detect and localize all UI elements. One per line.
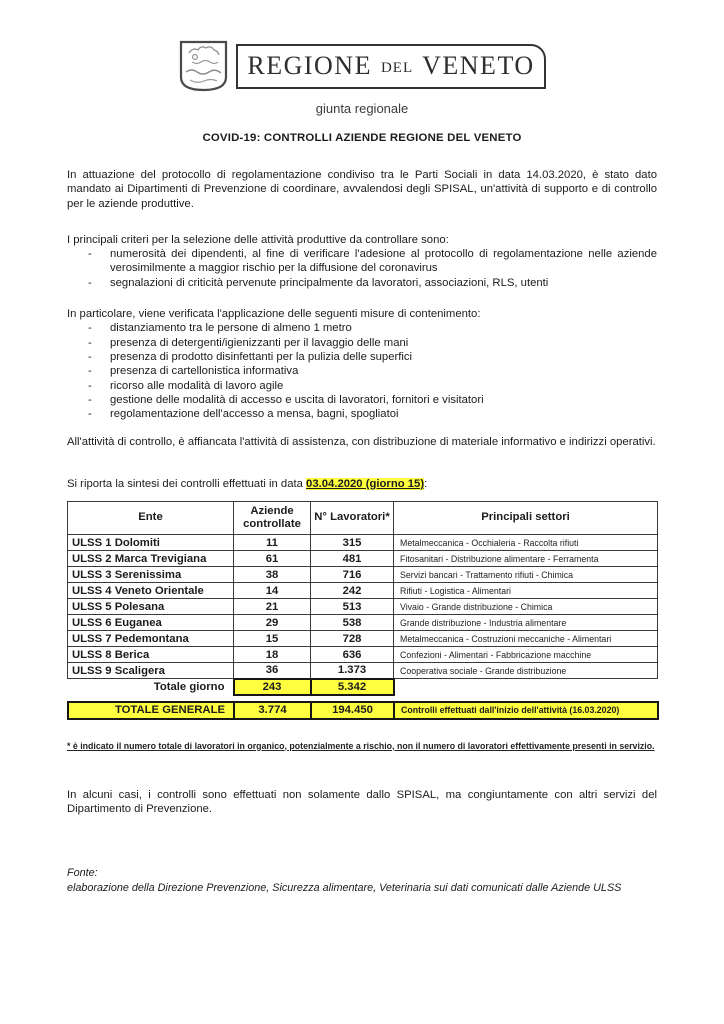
sintesi-date: 03.04.2020 bbox=[306, 477, 363, 490]
cell-settori: Metalmeccanica - Costruzioni meccaniche - Alimentari bbox=[394, 631, 658, 647]
bullet-dash: - bbox=[88, 350, 92, 363]
bullet-dash: - bbox=[88, 336, 92, 349]
table-row bbox=[68, 599, 658, 615]
regione-veneto-logo bbox=[67, 40, 657, 92]
criteria-item: segnalazioni di criticità pervenute principalmente da lavoratori, associazioni, RLS, utenti bbox=[110, 276, 549, 289]
giunta-regionale-subtitle: giunta regionale bbox=[315, 101, 409, 116]
highlighted-date bbox=[306, 478, 424, 490]
bullet-dash: - bbox=[88, 248, 92, 261]
table-row bbox=[68, 647, 658, 663]
list-item bbox=[67, 336, 657, 350]
cell-lavoratori: 538 bbox=[311, 615, 394, 631]
table-row bbox=[68, 583, 658, 599]
sintesi-giorno: (giorno 15) bbox=[362, 477, 425, 490]
misura-item: presenza di detergenti/igienizzanti per il lavaggio delle mani bbox=[110, 336, 409, 349]
cell-aziende: 18 bbox=[234, 647, 311, 663]
cell-aziende: 36 bbox=[234, 663, 311, 679]
table-row bbox=[68, 535, 658, 551]
lavoratori-footnote: * è indicato il numero totale di lavoratori in organico, potenzialmente a rischio, non il numero di lavoratori effettivamente presenti in servizio. bbox=[67, 740, 655, 751]
logo-word-veneto: VENETO bbox=[422, 51, 535, 80]
cell-lavoratori: 315 bbox=[311, 535, 394, 551]
list-item bbox=[67, 247, 657, 276]
cell-lavoratori: 636 bbox=[311, 647, 394, 663]
header-ente: Ente bbox=[68, 502, 234, 535]
fonte-label: Fonte: bbox=[67, 867, 98, 880]
totale-generale-row bbox=[68, 702, 658, 719]
cell-lavoratori: 513 bbox=[311, 599, 394, 615]
list-item bbox=[67, 407, 657, 421]
bullet-dash: - bbox=[88, 276, 92, 289]
list-item bbox=[67, 276, 657, 290]
criteria-intro: I principali criteri per la selezione delle attività produttive da controllare sono: bbox=[67, 233, 449, 246]
cell-aziende: 38 bbox=[234, 567, 311, 583]
totale-generale-strip bbox=[67, 701, 659, 720]
bullet-dash: - bbox=[88, 393, 92, 406]
cell-aziende: 11 bbox=[234, 535, 311, 551]
cell-lavoratori: 242 bbox=[311, 583, 394, 599]
header-lavoratori: N° Lavoratori* bbox=[311, 502, 394, 535]
fonte-block bbox=[67, 866, 657, 896]
bullet-dash: - bbox=[88, 379, 92, 392]
totale-giorno-lavoratori: 5.342 bbox=[311, 679, 394, 695]
cell-ente: ULSS 4 Veneto Orientale bbox=[68, 583, 234, 599]
table-row bbox=[68, 615, 658, 631]
cell-lavoratori: 1.373 bbox=[311, 663, 394, 679]
totale-giorno-aziende: 243 bbox=[234, 679, 311, 695]
table-row bbox=[68, 567, 658, 583]
table-row bbox=[68, 631, 658, 647]
misura-item: regolamentazione dell'accesso a mensa, bagni, spogliatoi bbox=[110, 408, 399, 421]
header-principali-settori: Principali settori bbox=[394, 502, 658, 535]
totale-generale-aziende: 3.774 bbox=[234, 702, 311, 719]
cell-ente: ULSS 7 Pedemontana bbox=[68, 631, 234, 647]
list-item bbox=[67, 379, 657, 393]
criteria-item: numerosità dei dipendenti, al fine di verificare l'adesione al protocollo di regolamentazione nelle aziende verosimilmente a maggior rischio per la diffusione del coronavirus bbox=[110, 248, 657, 275]
table-row bbox=[68, 663, 658, 679]
list-item bbox=[67, 393, 657, 407]
paragraph-closing: In alcuni casi, i controlli sono effettuati non solamente dallo SPISAL, ma congiuntamente con altri servizi del Dipartimento di Prevenzione. bbox=[67, 788, 657, 815]
misura-item: gestione delle modalità di accesso e uscita di lavoratori, fornitori e visitatori bbox=[110, 393, 484, 406]
sintesi-colon: : bbox=[424, 477, 428, 490]
cell-ente: ULSS 2 Marca Trevigiana bbox=[68, 551, 234, 567]
totale-generale-note: Controlli effettuati dall'inizio dell'attività (16.03.2020) bbox=[394, 702, 658, 719]
totale-generale-label: TOTALE GENERALE bbox=[68, 702, 234, 719]
cell-settori: Servizi bancari - Trattamento rifiuti - Chimica bbox=[394, 567, 658, 583]
cell-settori: Vivaio - Grande distribuzione - Chimica bbox=[394, 599, 658, 615]
cell-lavoratori: 716 bbox=[311, 567, 394, 583]
cell-settori: Fitosanitari - Distribuzione alimentare - Ferramenta bbox=[394, 551, 658, 567]
document-title: COVID-19: CONTROLLI AZIENDE REGIONE DEL VENETO bbox=[202, 132, 522, 144]
cell-ente: ULSS 5 Polesana bbox=[68, 599, 234, 615]
cell-settori: Rifiuti - Logistica - Alimentari bbox=[394, 583, 658, 599]
cell-aziende: 61 bbox=[234, 551, 311, 567]
regione-veneto-coat-of-arms-icon bbox=[178, 40, 229, 92]
sintesi-line bbox=[67, 477, 657, 491]
cell-lavoratori: 728 bbox=[311, 631, 394, 647]
totale-giorno-label: Totale giorno bbox=[153, 680, 225, 693]
cell-ente: ULSS 3 Serenissima bbox=[68, 567, 234, 583]
bullet-dash: - bbox=[88, 365, 92, 378]
paragraph-assistenza: All'attività di controllo, è affiancata l'attività di assistenza, con distribuzione di materiale informativo e indirizzi operativi. bbox=[67, 436, 656, 449]
list-item bbox=[67, 364, 657, 378]
fonte-text: elaborazione della Direzione Prevenzione, Sicurezza alimentare, Veterinaria sui dati comunicati dalle Aziende ULSS bbox=[67, 882, 622, 895]
sintesi-prefix: Si riporta la sintesi dei controlli effettuati in data bbox=[67, 477, 307, 490]
logo-word-regione: REGIONE bbox=[247, 51, 372, 80]
misura-item: presenza di cartellonistica informativa bbox=[110, 365, 299, 378]
totale-generale-lavoratori: 194.450 bbox=[311, 702, 394, 719]
misura-item: ricorso alle modalità di lavoro agile bbox=[110, 379, 284, 392]
cell-aziende: 15 bbox=[234, 631, 311, 647]
list-item bbox=[67, 350, 657, 364]
cell-ente: ULSS 8 Berica bbox=[68, 647, 234, 663]
cell-settori: Cooperativa sociale - Grande distribuzione bbox=[394, 663, 658, 679]
paragraph-protocollo: In attuazione del protocollo di regolamentazione condiviso tra le Parti Sociali in data 14.03.2020, è stato dato mandato ai Dipartimenti di Prevenzione di coordinare, avvalendosi degli SPISAL, un'attività di supporto e di controllo per le aziende produttive. bbox=[67, 169, 657, 210]
cell-aziende: 29 bbox=[234, 615, 311, 631]
controlli-table bbox=[67, 501, 658, 696]
cell-ente: ULSS 6 Euganea bbox=[68, 615, 234, 631]
empty-cell bbox=[394, 679, 658, 695]
cell-lavoratori: 481 bbox=[311, 551, 394, 567]
misura-item: distanziamento tra le persone di almeno 1 metro bbox=[110, 322, 352, 335]
misura-item: presenza di prodotto disinfettanti per la pulizia delle superfici bbox=[110, 350, 413, 363]
header-aziende-controllate: Aziende controllate bbox=[234, 502, 311, 535]
cell-aziende: 14 bbox=[234, 583, 311, 599]
cell-aziende: 21 bbox=[234, 599, 311, 615]
list-item bbox=[67, 321, 657, 335]
table-header-row bbox=[68, 502, 658, 535]
bullet-dash: - bbox=[88, 408, 92, 421]
totale-giorno-row bbox=[68, 679, 658, 695]
misure-intro: In particolare, viene verificata l'applicazione delle seguenti misure di contenimento: bbox=[67, 308, 481, 321]
cell-ente: ULSS 1 Dolomiti bbox=[68, 535, 234, 551]
cell-ente: ULSS 9 Scaligera bbox=[68, 663, 234, 679]
cell-settori: Grande distribuzione - Industria alimentare bbox=[394, 615, 658, 631]
logo-word-del: DEL bbox=[380, 59, 414, 76]
cell-settori: Confezioni - Alimentari - Fabbricazione macchine bbox=[394, 647, 658, 663]
cell-settori: Metalmeccanica - Occhialeria - Raccolta rifiuti bbox=[394, 535, 658, 551]
table-row bbox=[68, 551, 658, 567]
logo-wordmark-box bbox=[236, 44, 546, 89]
bullet-dash: - bbox=[88, 322, 92, 335]
